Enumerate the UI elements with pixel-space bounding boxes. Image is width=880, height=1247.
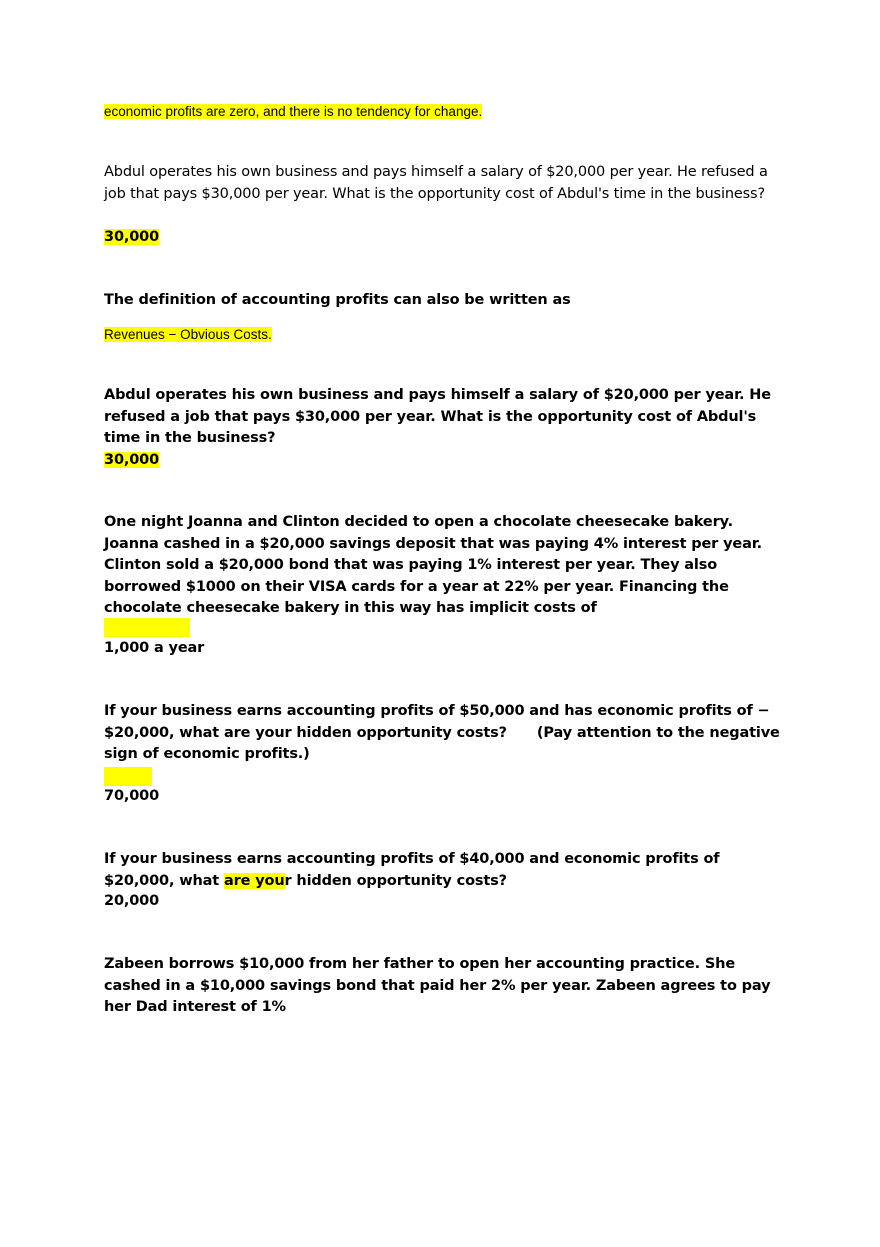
highlighted-answer: 30,000	[104, 452, 160, 468]
question-abdul-opportunity-cost-bold: Abdul operates his own business and pays himself a salary of $20,000 per year. He refused a job that pays $30,000 per year. What is the opportunity cost of Abdul's time in the business?	[104, 387, 771, 446]
question-hidden-opportunity-costs-negative	[104, 701, 784, 766]
answer-hidden-opportunity-costs-negative: 70,000	[104, 788, 160, 804]
answer-abdul-opportunity-cost	[104, 227, 784, 249]
highlighted-answer: economic profits are zero, and there is no tendency for change.	[104, 104, 483, 119]
question-hidden-opportunity-costs	[104, 849, 784, 892]
question-cheesecake-bakery: One night Joanna and Clinton decided to open a chocolate cheesecake bakery. Joanna cashed in a $20,000 savings deposit that was paying 4% interest per year. Clinton sold a $20,000 bond that was paying 1% interest per year. They also borrowed $1000 on their VISA cards for a year at 22% per year. Financing the chocolate cheesecake bakery in this way has implicit costs of	[104, 514, 762, 616]
highlighted-answer: 30,000	[104, 229, 160, 245]
question-zabeen-borrows: Zabeen borrows $10,000 from her father to open her accounting practice. She cashed in a $10,000 savings bond that paid her 2% per year. Zabeen agrees to pay her Dad interest of 1%	[104, 956, 771, 1015]
question-accounting-profits-definition: The definition of accounting profits can also be written as	[104, 292, 571, 308]
answer-hidden-opportunity-costs: 20,000	[104, 893, 160, 909]
question-part-1: If your business earns accounting profits of $40,000 and economic profits of $20,000, what	[104, 851, 720, 889]
highlight-block	[104, 767, 152, 786]
answer-economic-profits-zero	[104, 103, 784, 121]
answer-cheesecake-bakery: 1,000 a year	[104, 640, 205, 656]
question-part-2: r hidden opportunity costs?	[284, 872, 507, 889]
answer-abdul-opportunity-cost-bold	[104, 450, 784, 472]
question-abdul-opportunity-cost: Abdul operates his own business and pays himself a salary of $20,000 per year. He refused a job that pays $30,000 per year. What is the opportunity cost of Abdul's time in the business?	[104, 164, 768, 202]
question-main-text: If your business earns accounting profits of $50,000 and has economic profits of −$20,000, what are your hidden opportunity costs?	[104, 703, 770, 741]
highlight-block	[104, 618, 190, 637]
highlighted-answer: Revenues − Obvious Costs.	[104, 327, 272, 342]
question-note-text: (Pay attention to the negative sign of economic profits.)	[104, 724, 780, 762]
answer-accounting-profits-definition	[104, 326, 784, 344]
highlighted-phrase: are you	[223, 872, 285, 889]
